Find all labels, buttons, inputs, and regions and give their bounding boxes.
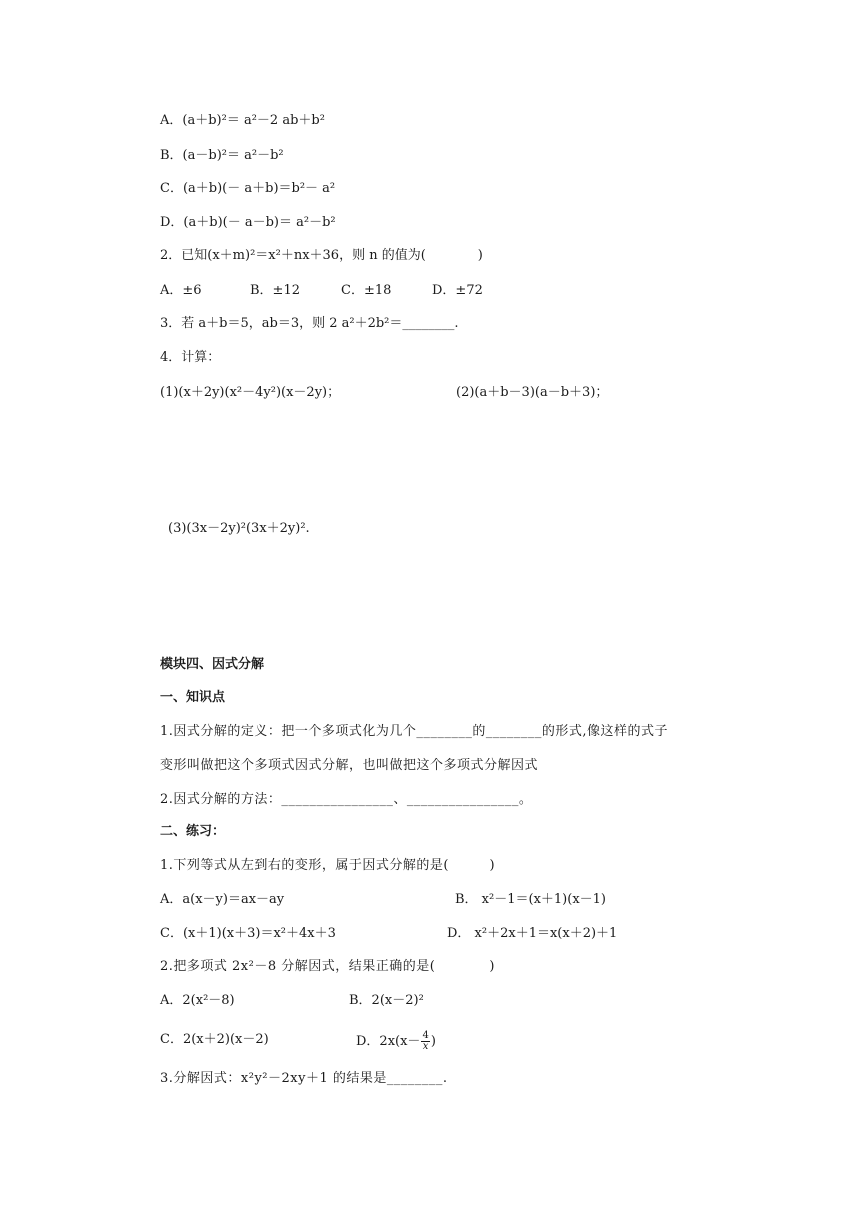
- p1-option-c: C．(x＋1)(x＋3)＝x²＋4x＋3: [160, 926, 336, 941]
- p1-option-d: D． x²＋2x＋1＝x(x＋2)＋1: [447, 926, 618, 941]
- practice-question-3: 3.分解因式：x²y²－2xy＋1 的结果是________.: [160, 1071, 448, 1086]
- practice-heading: 二、练习：: [160, 824, 226, 839]
- q2-option-a: A．±6: [160, 283, 202, 298]
- question-3: 3．若 a＋b＝5，ab＝3，则 2 a²＋2b²＝________.: [160, 316, 459, 331]
- practice-question-1: 1.下列等式从左到右的变形，属于因式分解的是( ): [160, 858, 496, 873]
- fraction-denominator: x: [422, 1041, 429, 1052]
- p1-option-b: B． x²－1＝(x＋1)(x－1): [455, 892, 606, 907]
- question-2: 2．已知(x＋m)²＝x²＋nx＋36，则 n 的值为( ): [160, 248, 483, 263]
- q1-option-c: C．(a＋b)(－ a＋b)＝b²－ a²: [160, 181, 336, 196]
- fraction-numerator: 4: [422, 1030, 429, 1041]
- module-title: 模块四、因式分解: [160, 657, 265, 672]
- q2-option-b: B．±12: [250, 283, 300, 298]
- q1-option-b: B．(a－b)²＝ a²－b²: [160, 148, 284, 163]
- knowledge-point-2: 2.因式分解的方法：________________、________________。: [160, 792, 533, 807]
- knowledge-heading: 一、知识点: [160, 690, 226, 705]
- q4-part-1: (1)(x＋2y)(x²－4y²)(x－2y)；: [160, 385, 341, 400]
- p1-option-a: A．a(x－y)＝ax－ay: [160, 892, 285, 907]
- q2-option-d: D．±72: [432, 283, 483, 298]
- q4-part-3: (3)(3x－2y)²(3x＋2y)².: [168, 521, 310, 536]
- fraction: [421, 1031, 429, 1052]
- p2-option-c: C．2(x＋2)(x－2): [160, 1032, 269, 1047]
- p2-option-a: A．2(x²－8): [160, 993, 235, 1008]
- p2-option-d-suffix: ): [430, 1034, 436, 1049]
- knowledge-point-1-line-1: 1.因式分解的定义：把一个多项式化为几个________的________的形式,像这样的式子: [160, 724, 669, 739]
- question-4-title: 4．计算：: [160, 350, 221, 365]
- knowledge-point-1-line-2: 变形叫做把这个多项式因式分解，也叫做把这个多项式分解因式: [160, 758, 539, 773]
- q2-option-c: C．±18: [341, 283, 392, 298]
- p2-option-b: B．2(x－2)²: [349, 993, 424, 1008]
- practice-question-2: 2.把多项式 2x²－8 分解因式，结果正确的是( ): [160, 959, 495, 974]
- q4-part-2: (2)(a＋b－3)(a－b＋3)；: [456, 385, 609, 400]
- q1-option-a: A．(a＋b)²＝ a²－2 ab＋b²: [160, 113, 325, 128]
- q1-option-d: D．(a＋b)(－ a－b)＝ a²－b²: [160, 215, 336, 230]
- p2-option-d: [356, 1031, 436, 1052]
- p2-option-d-prefix: D．2x(x－: [356, 1034, 421, 1049]
